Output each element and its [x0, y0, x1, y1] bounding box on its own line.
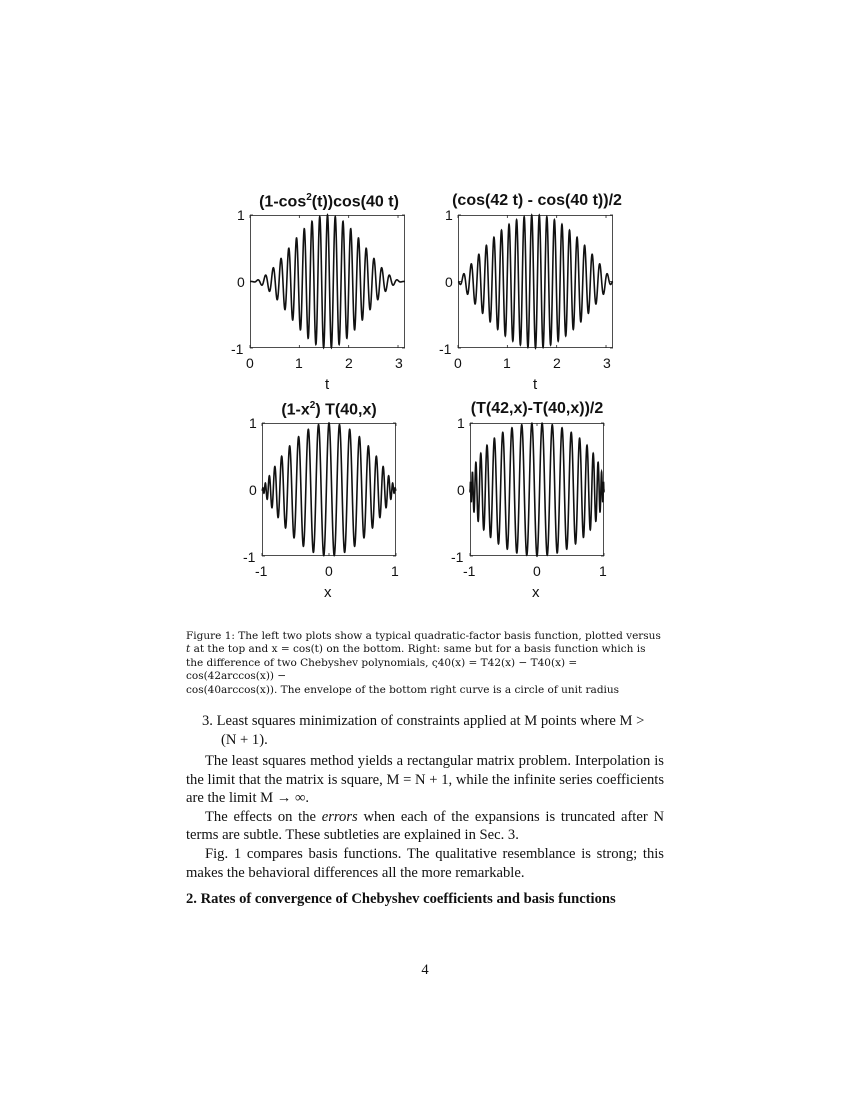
caption-line: cos(40arccos(x)). The envelope of the bottom right curve is a circle of unit radius [186, 683, 620, 696]
y-tick-label: 0 [249, 482, 257, 498]
body-paragraphs [186, 752, 664, 882]
plot-frame [459, 216, 613, 348]
section-heading: 2. Rates of convergence of Chebyshev coefficients and basis functions [186, 891, 616, 907]
x-tick-label: 1 [503, 355, 511, 371]
x-tick-label: -1 [255, 563, 268, 579]
x-axis-label: x [532, 584, 540, 601]
figure-caption [186, 630, 664, 697]
plot-title: (T(42,x)-T(40,x))/2 [470, 400, 604, 417]
x-tick-label: 0 [533, 563, 541, 579]
x-axis-label: t [533, 376, 538, 393]
y-tick-label: 1 [237, 207, 245, 223]
plot-frame [263, 424, 396, 556]
plot-frame [251, 216, 405, 348]
plot-title: (cos(42 t) - cos(40 t))/2 [452, 192, 622, 209]
list-item-line: 3. Least squares minimization of constraints applied at M points where M > [202, 713, 645, 729]
paragraph: Fig. 1 compares basis functions. The qualitative resemblance is strong; this makes the behavioral differences all the more remarkable. [186, 845, 664, 881]
x-tick-label: 2 [553, 355, 561, 371]
y-tick-label: -1 [243, 549, 256, 565]
y-tick-label: 0 [457, 482, 465, 498]
series-line [470, 423, 604, 556]
series-line [458, 215, 613, 348]
plot-axes-top-right [458, 215, 613, 348]
plot-axes-bottom-left [262, 423, 396, 556]
x-tick-label: 2 [345, 355, 353, 371]
y-tick-label: -1 [451, 549, 464, 565]
x-tick-label: 1 [295, 355, 303, 371]
caption-line: the difference of two Chebyshev polynomials, ς40(x) = T42(x) − T40(x) = cos(42arccos(x)) − [186, 656, 578, 683]
plot-axes-bottom-right [470, 423, 604, 556]
caption-line: Figure 1: The left two plots show a typical quadratic-factor basis function, plotted versus [186, 630, 661, 642]
x-tick-label: 3 [395, 355, 403, 371]
x-tick-label: 1 [599, 563, 607, 579]
series-line [262, 423, 396, 556]
list-item-3 [186, 712, 664, 749]
x-tick-label: 3 [603, 355, 611, 371]
list-item-line: (N + 1). [221, 731, 268, 748]
x-axis-label: t [325, 376, 330, 393]
plot-axes-top-left [250, 215, 405, 348]
y-tick-label: 1 [445, 207, 453, 223]
y-tick-label: 0 [237, 274, 245, 290]
paragraph: The least squares method yields a rectangular matrix problem. Interpolation is the limit that the matrix is square, M = N + 1, while the infinite series coefficients are the limit M → ∞. [186, 753, 664, 807]
x-tick-label: 1 [391, 563, 399, 579]
y-tick-label: -1 [439, 341, 452, 357]
page-number: 4 [421, 962, 429, 978]
y-tick-label: 1 [249, 415, 257, 431]
x-tick-label: 0 [454, 355, 462, 371]
x-tick-label: 0 [246, 355, 254, 371]
plot-title: $(1-x^2)$ T(40,x) [281, 400, 377, 419]
y-tick-label: 0 [445, 274, 453, 290]
y-tick-label: 1 [457, 415, 465, 431]
plot-title: $(1-\cos^2(t))\cos(40$ t) [259, 192, 399, 211]
y-tick-label: -1 [231, 341, 244, 357]
caption-line: t at the top and x = cos(t) on the bottom. Right: same but for a basis function which is [186, 643, 646, 656]
paragraph: The effects on the errors when each of the expansions is truncated after N terms are subtle. These subtleties are explained in Sec. 3. [186, 808, 664, 844]
x-tick-label: -1 [463, 563, 476, 579]
x-axis-label: x [324, 584, 332, 601]
series-line [250, 215, 405, 348]
x-tick-label: 0 [325, 563, 333, 579]
